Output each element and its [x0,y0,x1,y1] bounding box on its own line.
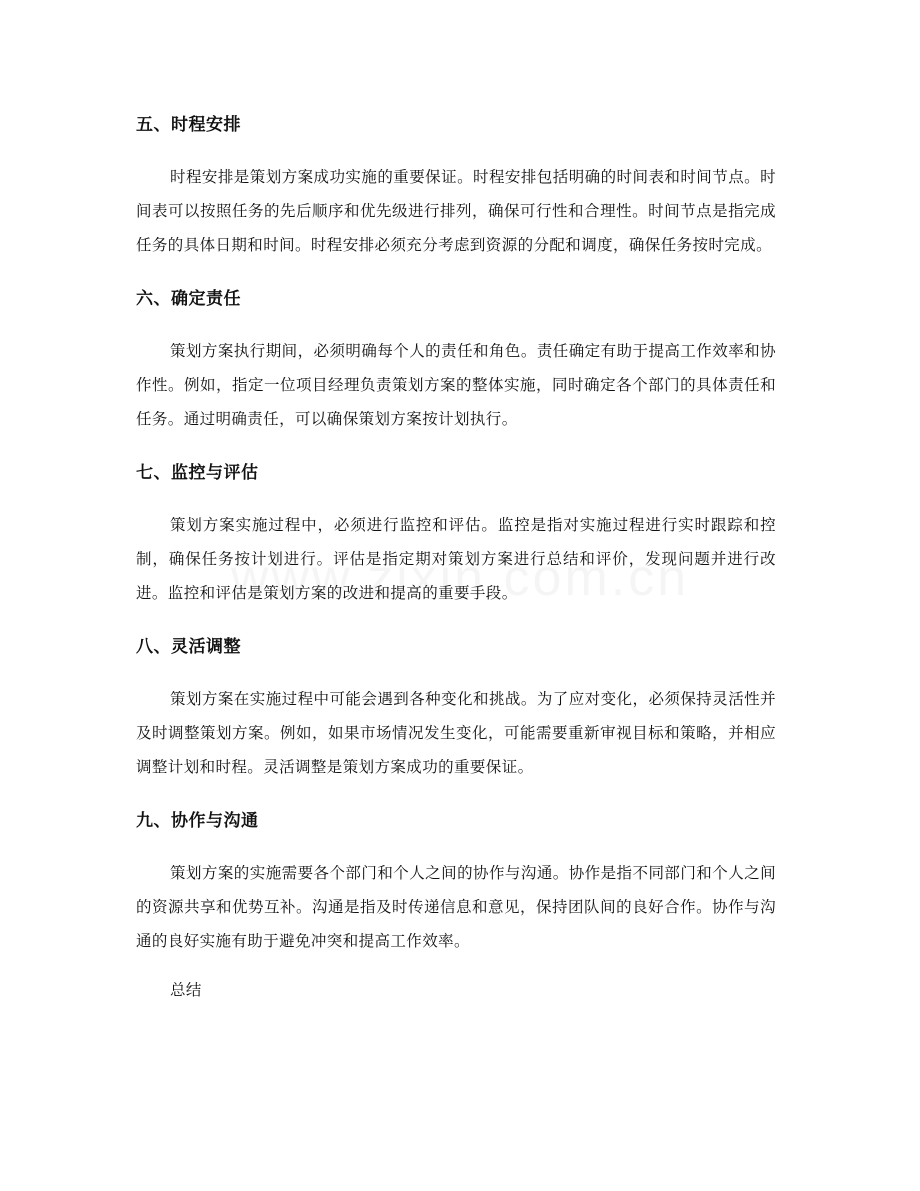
section-paragraph: 策划方案执行期间，必须明确每个人的责任和角色。责任确定有助于提高工作效率和协作性。例如，指定一位项目经理负责策划方案的整体实施，同时确定各个部门的具体责任和任务。通过明确责任，可以确保策划方案按计划执行。 [136,342,776,428]
section-paragraph: 策划方案在实施过程中可能会遇到各种变化和挑战。为了应对变化，必须保持灵活性并及时调整策划方案。例如，如果市场情况发生变化，可能需要重新审视目标和策略，并相应调整计划和时程。灵活调整是策划方案成功的重要保证。 [136,690,776,776]
summary-label: 总结 [170,981,202,999]
section-paragraph: 策划方案的实施需要各个部门和个人之间的协作与沟通。协作是指不同部门和个人之间的资源共享和优势互补。沟通是指及时传递信息和意见，保持团队间的良好合作。协作与沟通的良好实施有助于避免冲突和提高工作效率。 [136,864,776,950]
section-collaboration [136,799,776,958]
section-heading: 八、灵活调整 [136,637,241,657]
document-content [136,103,776,1007]
section-schedule [136,103,776,262]
section-monitoring [136,451,776,610]
section-paragraph: 时程安排是策划方案成功实施的重要保证。时程安排包括明确的时间表和时间节点。时间表可以按照任务的先后顺序和优先级进行排列，确保可行性和合理性。时间节点是指完成任务的具体日期和时间。时程安排必须充分考虑到资源的分配和调度，确保任务按时完成。 [136,168,776,254]
section-heading: 七、监控与评估 [136,463,259,483]
section-flexibility [136,625,776,784]
section-paragraph: 策划方案实施过程中，必须进行监控和评估。监控是指对实施过程进行实时跟踪和控制，确保任务按计划进行。评估是指定期对策划方案进行总结和评价，发现问题并进行改进。监控和评估是策划方案的改进和提高的重要手段。 [136,516,776,602]
section-heading: 五、时程安排 [136,115,241,135]
section-heading: 九、协作与沟通 [136,811,259,831]
section-responsibility [136,277,776,436]
section-heading: 六、确定责任 [136,289,241,309]
